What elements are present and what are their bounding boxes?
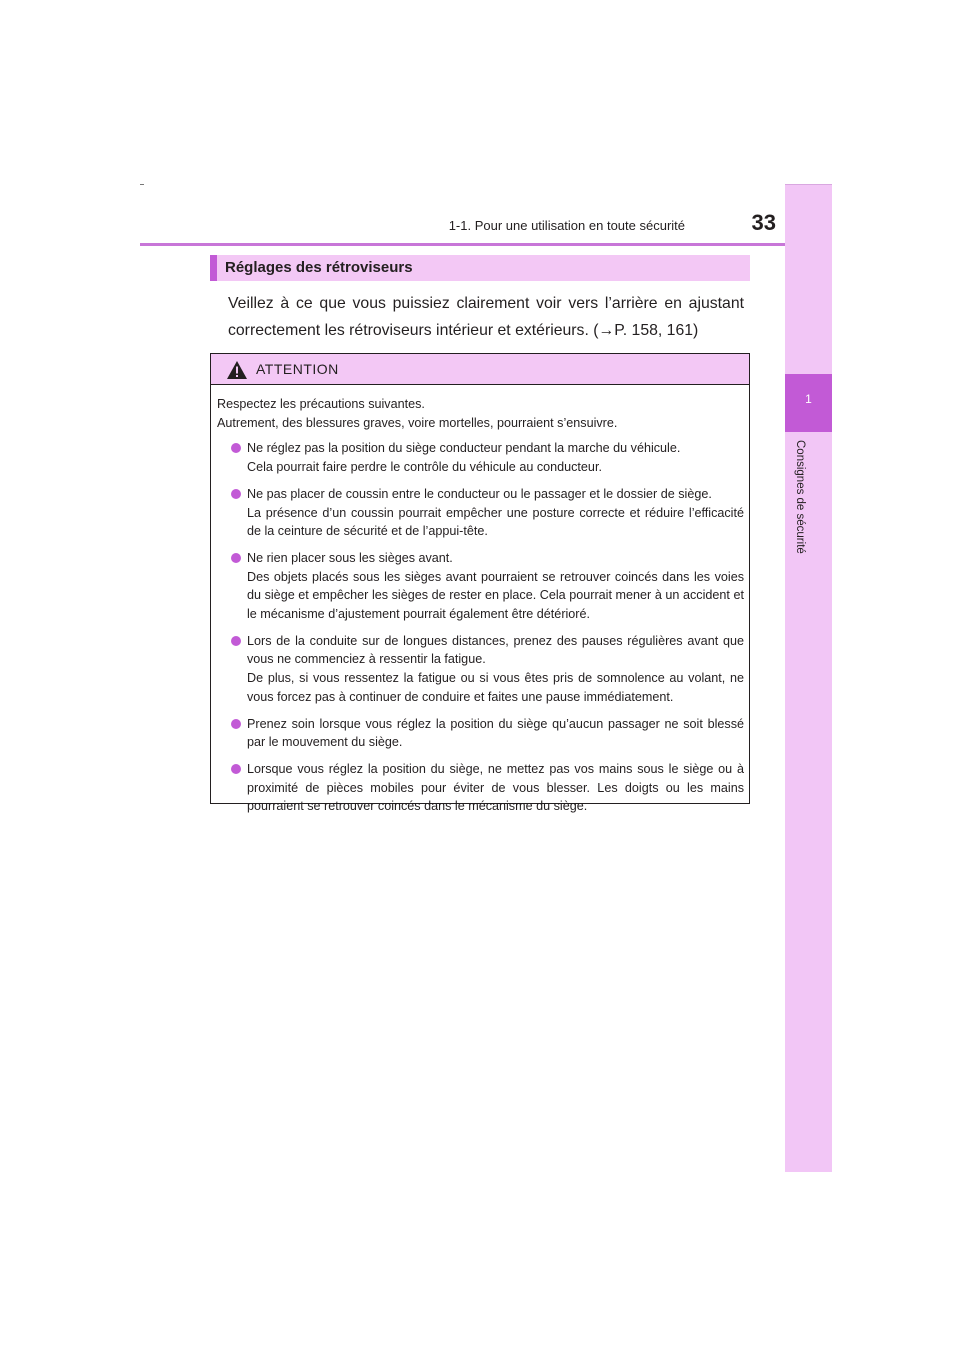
crop-mark: [140, 184, 144, 185]
chapter-number: 1: [805, 392, 812, 406]
bullet-line: La présence d’un coussin pourrait empêcher une posture correcte et réduire l’efficacité de la ceinture de sécurité et de l’appui-tête.: [247, 505, 744, 539]
bullet-line: Ne pas placer de coussin entre le conducteur ou le passager et le dossier de siège.: [247, 486, 712, 501]
section-heading-text: Réglages des rétroviseurs: [225, 259, 413, 276]
running-header: 1-1. Pour une utilisation en toute sécurité: [448, 218, 685, 233]
intro-paragraph: Veillez à ce que vous puissiez clairement voir vers l’arrière en ajustant correctement les rétroviseurs intérieur et extérieurs. (→P. 158, 161): [228, 295, 744, 339]
warning-intro-line: Respectez les précautions suivantes.: [217, 397, 425, 411]
bullet-dot-icon: [231, 636, 241, 646]
chapter-marker: [785, 374, 832, 432]
list-item: [217, 439, 744, 476]
bullet-line: Prenez soin lorsque vous réglez la position du siège qu’aucun passager ne soit blessé par le mouvement du siège.: [247, 716, 744, 750]
warning-triangle-icon: [226, 360, 248, 380]
chapter-title: Consignes de sécurité: [794, 440, 806, 554]
list-item: [217, 632, 744, 707]
bullet-dot-icon: [231, 764, 241, 774]
side-tab-cap: [785, 184, 832, 185]
list-item: [217, 715, 744, 752]
page-number: 33: [751, 210, 776, 235]
warning-body: [217, 395, 744, 824]
bullet-line: Ne réglez pas la position du siège conducteur pendant la marche du véhicule.: [247, 441, 681, 456]
warning-title: ATTENTION: [256, 361, 339, 377]
section-heading: [210, 255, 750, 281]
list-item: [217, 549, 744, 624]
warning-intro-line: Autrement, des blessures graves, voire mortelles, pourraient s’ensuivre.: [217, 415, 618, 430]
bullet-line: Lorsque vous réglez la position du siège, ne mettez pas vos mains sous le siège ou à proximité de pièces mobiles pour éviter de vous blesser. Les doigts ou les mains pourraient se retrouver coincés dans le mécanisme du siège.: [247, 761, 744, 814]
bullet-line: Ne rien placer sous les sièges avant.: [247, 550, 453, 565]
warning-bullet-list: [217, 439, 744, 816]
bullet-dot-icon: [231, 553, 241, 563]
bullet-dot-icon: [231, 443, 241, 453]
header-rule: [140, 243, 832, 246]
bullet-line: Cela pourrait faire perdre le contrôle du véhicule au conducteur.: [247, 460, 602, 475]
list-item: [217, 485, 744, 541]
bullet-dot-icon: [231, 489, 241, 499]
warning-header: [211, 354, 749, 385]
bullet-line: De plus, si vous ressentez la fatigue ou si vous êtes pris de somnolence au volant, ne vous forcez pas à continuer de conduire et faites une pause immédiatement.: [247, 671, 744, 704]
bullet-line: Des objets placés sous les sièges avant pourraient se retrouver coincés dans les voies du siège et empêcher les sièges de rester en place. Cela pourrait mener à un accident et le mécanisme d’ajustement pourrait également être détérioré.: [247, 569, 744, 622]
chapter-side-tab: [785, 184, 832, 1172]
bullet-dot-icon: [231, 719, 241, 729]
bullet-line: Lors de la conduite sur de longues distances, prenez des pauses régulières avant que vous ne commenciez à ressentir la fatigue.: [247, 633, 744, 667]
warning-box: [210, 353, 750, 814]
list-item: [217, 760, 744, 816]
